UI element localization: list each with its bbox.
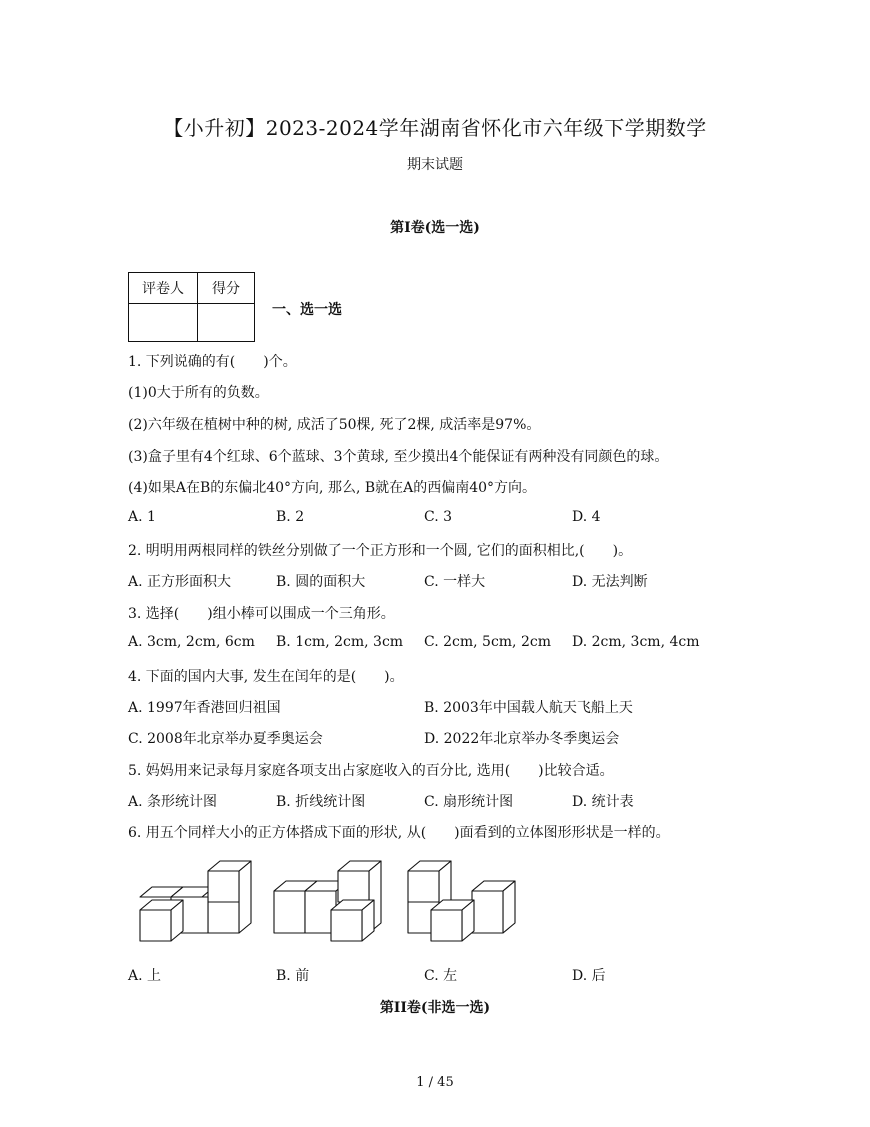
question-6-option-d: D. 后 xyxy=(572,968,606,984)
score-table-grader-header: 评卷人 xyxy=(129,273,198,304)
question-3-stem: 3. 选择( )组小棒可以围成一个三角形。 xyxy=(128,606,395,622)
question-1-statement-4: (4)如果A在B的东偏北40°方向, 那么, B就在A的西偏南40°方向。 xyxy=(128,480,537,496)
question-2-option-a: A. 正方形面积大 xyxy=(128,574,232,590)
question-6-option-b: B. 前 xyxy=(276,968,310,984)
cube-figure-3 xyxy=(408,861,515,941)
question-1-stem: 1. 下列说确的有( )个。 xyxy=(128,354,297,370)
question-4-option-a: A. 1997年香港回归祖国 xyxy=(128,700,281,716)
section-2-title: 第II卷(非选一选) xyxy=(379,1000,491,1016)
cube-figure-1 xyxy=(140,861,251,941)
cube-figure-2 xyxy=(274,861,381,941)
question-6-stem: 6. 用五个同样大小的正方体搭成下面的形状, 从( )面看到的立体图形形状是一样的。 xyxy=(128,825,670,841)
question-5-option-c: C. 扇形统计图 xyxy=(424,794,514,810)
score-table-score-header: 得分 xyxy=(198,273,255,304)
question-3-option-d: D. 2cm, 3cm, 4cm xyxy=(572,634,700,650)
question-1-option-a: A. 1 xyxy=(128,509,156,525)
question-1-option-c: C. 3 xyxy=(424,509,453,525)
part-1-title: 一、选一选 xyxy=(272,302,342,318)
question-1-statement-3: (3)盒子里有4个红球、6个蓝球、3个黄球, 至少摸出4个能保证有两种没有同颜色的球。 xyxy=(128,449,669,465)
question-1-statement-1: (1)0大于所有的负数。 xyxy=(128,385,269,401)
question-1-option-d: D. 4 xyxy=(572,509,601,525)
question-1-option-b: B. 2 xyxy=(276,509,305,525)
question-5-option-b: B. 折线统计图 xyxy=(276,794,366,810)
question-4-option-d: D. 2022年北京举办冬季奥运会 xyxy=(424,731,620,747)
question-6-cube-figures xyxy=(128,856,528,948)
question-5-stem: 5. 妈妈用来记录每月家庭各项支出占家庭收入的百分比, 选用( )比较合适。 xyxy=(128,763,614,779)
question-6-option-a: A. 上 xyxy=(128,968,162,984)
question-5-option-d: D. 统计表 xyxy=(572,794,634,810)
exam-title: 【小升初】2023-2024学年湖南省怀化市六年级下学期数学 xyxy=(163,116,707,140)
question-2-option-b: B. 圆的面积大 xyxy=(276,574,366,590)
question-4-option-c: C. 2008年北京举办夏季奥运会 xyxy=(128,731,323,747)
score-table-score-cell xyxy=(198,304,255,342)
question-3-option-c: C. 2cm, 5cm, 2cm xyxy=(424,634,551,650)
question-2-stem: 2. 明明用两根同样的铁丝分别做了一个正方形和一个圆, 它们的面积相比,( )。 xyxy=(128,543,633,559)
question-4-option-b: B. 2003年中国载人航天飞船上天 xyxy=(424,700,633,716)
question-5-option-a: A. 条形统计图 xyxy=(128,794,218,810)
question-4-stem: 4. 下面的国内大事, 发生在闰年的是( )。 xyxy=(128,669,404,685)
question-6-option-c: C. 左 xyxy=(424,968,458,984)
score-table xyxy=(128,272,255,342)
page-number: 1 / 45 xyxy=(416,1075,454,1090)
exam-subtitle: 期末试题 xyxy=(407,157,463,173)
question-2-option-c: C. 一样大 xyxy=(424,574,486,590)
question-1-statement-2: (2)六年级在植树中种的树, 成活了50棵, 死了2棵, 成活率是97%。 xyxy=(128,417,541,433)
section-1-title: 第I卷(选一选) xyxy=(390,220,480,236)
score-table-grader-cell xyxy=(129,304,198,342)
question-3-option-b: B. 1cm, 2cm, 3cm xyxy=(276,634,404,650)
question-2-option-d: D. 无法判断 xyxy=(572,574,648,590)
question-3-option-a: A. 3cm, 2cm, 6cm xyxy=(128,634,255,650)
